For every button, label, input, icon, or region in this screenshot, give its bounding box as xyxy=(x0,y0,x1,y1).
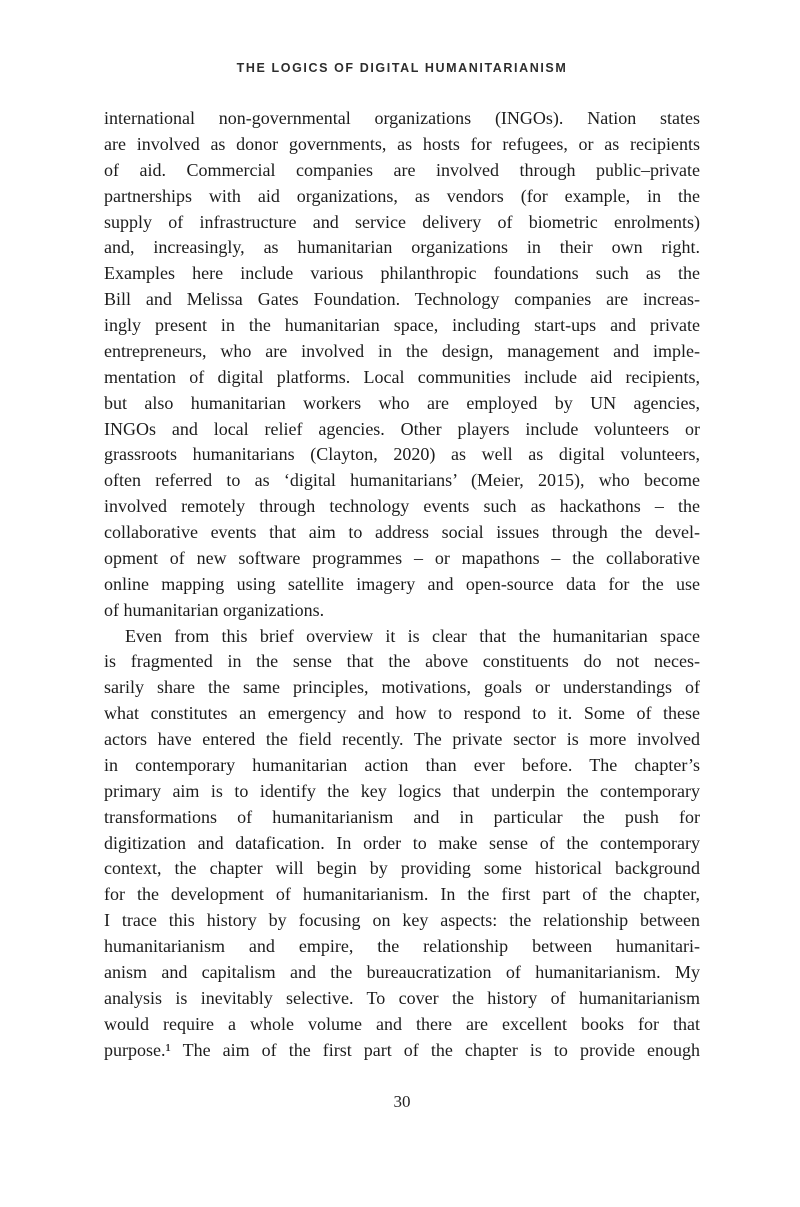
text-line: international non-governmental organizations (INGOs). Nation states xyxy=(104,108,700,128)
text-line: Even from this brief overview it is clear that the humanitarian space xyxy=(125,625,700,646)
text-line: would require a whole volume and there are excellent books for that xyxy=(104,1013,700,1034)
text-line: partnerships with aid organizations, as vendors (for example, in the xyxy=(104,185,700,206)
text-line: analysis is inevitably selective. To cover the history of humanitarianism xyxy=(104,987,700,1008)
text-line: INGOs and local relief agencies. Other players include volunteers or xyxy=(104,418,700,439)
text-line: mentation of digital platforms. Local communities include aid recipients, xyxy=(104,366,700,387)
text-line: opment of new software programmes – or mapathons – the collaborative xyxy=(104,547,700,568)
text-line: and, increasingly, as humanitarian organizations in their own right. xyxy=(104,237,700,258)
text-line: ingly present in the humanitarian space, including start-ups and private xyxy=(104,315,700,335)
page-number: 30 xyxy=(393,1092,411,1111)
page-body-text xyxy=(104,106,700,1063)
text-line: purpose.¹ The aim of the first part of the chapter is to provide enough xyxy=(104,1039,700,1060)
text-line: context, the chapter will begin by providing some historical background xyxy=(104,858,700,879)
text-line: of humanitarian organizations. xyxy=(104,599,325,620)
text-line: online mapping using satellite imagery and open-source data for the use xyxy=(104,573,700,594)
text-line: for the development of humanitarianism. In the first part of the chapter, xyxy=(104,884,700,905)
text-line: transformations of humanitarianism and in particular the push for xyxy=(104,806,700,827)
text-line: Bill and Melissa Gates Foundation. Technology companies are increas- xyxy=(104,289,700,310)
text-line: are involved as donor governments, as hosts for refugees, or as recipients xyxy=(104,133,700,154)
text-line: sarily share the same principles, motivations, goals or understandings of xyxy=(104,677,700,698)
text-line: entrepreneurs, who are involved in the design, management and imple- xyxy=(104,340,700,361)
text-line: actors have entered the field recently. The private sector is more involved xyxy=(104,729,700,749)
text-line: what constitutes an emergency and how to respond to it. Some of these xyxy=(104,703,700,724)
text-line: of aid. Commercial companies are involved through public–private xyxy=(104,159,700,180)
text-line: collaborative events that aim to address social issues through the devel- xyxy=(104,522,700,542)
text-line: I trace this history by focusing on key aspects: the relationship between xyxy=(104,910,700,931)
text-line: but also humanitarian workers who are employed by UN agencies, xyxy=(104,392,700,413)
text-line: digitization and datafication. In order to make sense of the contemporary xyxy=(104,832,700,853)
text-line: grassroots humanitarians (Clayton, 2020) as well as digital volunteers, xyxy=(104,444,700,465)
text-line: involved remotely through technology events such as hackathons – the xyxy=(104,496,700,517)
text-line: anism and capitalism and the bureaucratization of humanitarianism. My xyxy=(104,961,700,982)
text-line: primary aim is to identify the key logics that underpin the contemporary xyxy=(104,780,700,801)
text-line: supply of infrastructure and service delivery of biometric enrolments) xyxy=(104,211,700,232)
text-line: in contemporary humanitarian action than ever before. The chapter’s xyxy=(104,754,700,775)
text-line: humanitarianism and empire, the relationship between humanitari- xyxy=(104,936,700,956)
text-line: often referred to as ‘digital humanitarians’ (Meier, 2015), who become xyxy=(104,470,700,491)
text-line: Examples here include various philanthropic foundations such as the xyxy=(104,263,700,284)
running-header: THE LOGICS OF DIGITAL HUMANITARIANISM xyxy=(236,61,568,75)
text-line: is fragmented in the sense that the above constituents do not neces- xyxy=(104,651,700,672)
